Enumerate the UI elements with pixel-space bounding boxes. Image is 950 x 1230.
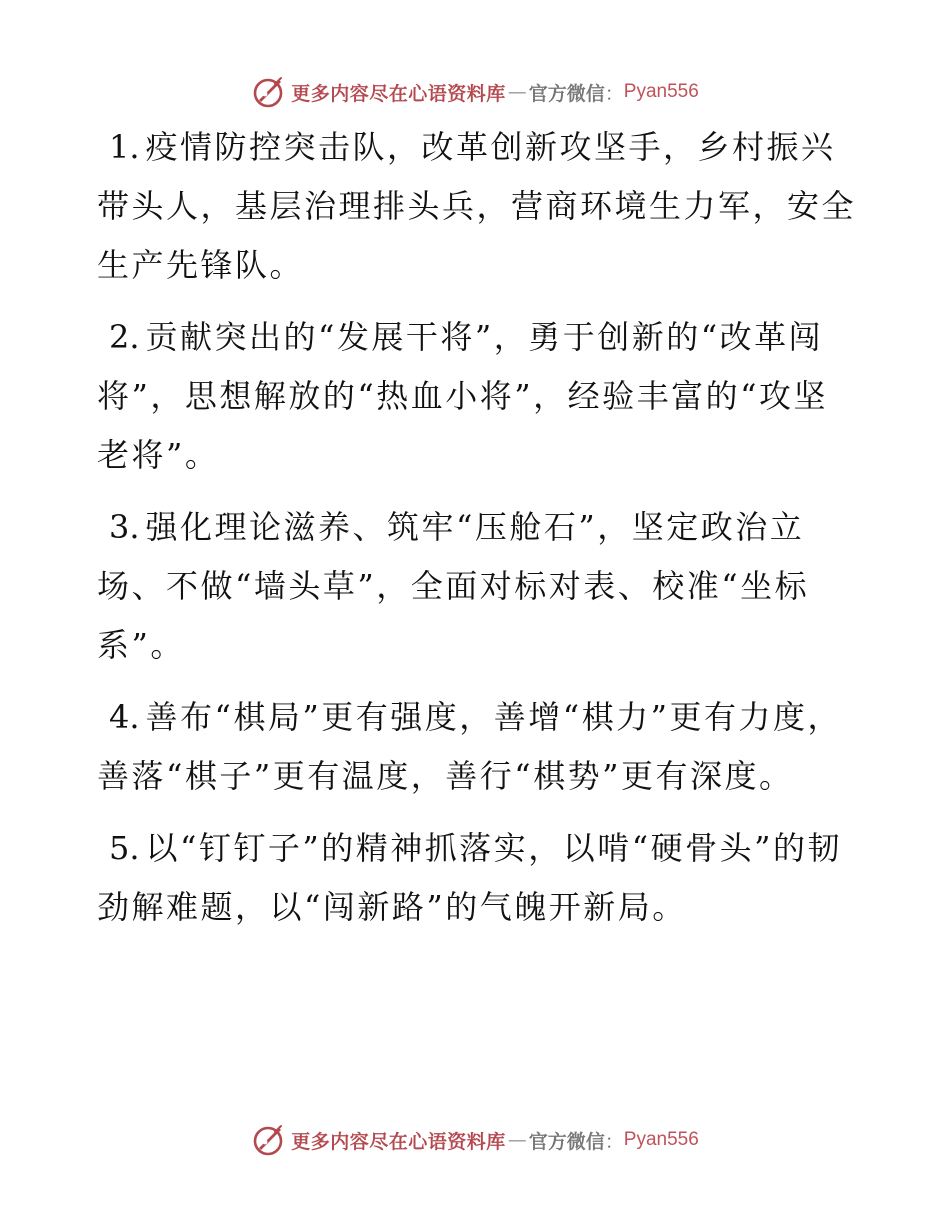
- list-item: [97, 819, 857, 937]
- item-number: 5.: [109, 829, 140, 867]
- item-number: 2.: [109, 318, 140, 356]
- header-banner: [0, 72, 950, 112]
- banner-separator: —: [507, 81, 527, 103]
- item-text: 善布“棋局”更有强度，善增“棋力”更有力度，善落“棋子”更有温度，善行“棋势”更有深度。: [97, 698, 842, 795]
- pen-logo-icon: [251, 1122, 287, 1158]
- item-number: 3.: [109, 508, 140, 546]
- banner-separator: —: [507, 1129, 527, 1151]
- banner-wechat-label: 官方微信: [528, 82, 605, 105]
- item-text: 疫情防控突击队，改革创新攻坚手，乡村振兴带头人，基层治理排头兵，营商环境生力军，安全生产先锋队。: [97, 128, 857, 284]
- banner-brand-text: 更多内容尽在心语资料库: [291, 1130, 506, 1153]
- footer-banner: [0, 1120, 950, 1160]
- banner-colon: ：: [604, 1130, 624, 1153]
- document-body: [97, 118, 857, 950]
- item-text: 以“钉钉子”的精神抓落实，以啃“硬骨头”的韧劲解难题，以“闯新路”的气魄开新局。: [97, 829, 842, 926]
- pen-logo-icon: [251, 74, 287, 110]
- banner-brand-text: 更多内容尽在心语资料库: [291, 82, 506, 105]
- banner-wechat-label: 官方微信: [528, 1130, 605, 1153]
- banner-wechat-id: Pyan556: [623, 81, 699, 102]
- banner-wechat-id: Pyan556: [623, 1129, 699, 1150]
- list-item: [97, 308, 857, 485]
- item-text: 强化理论滋养、筑牢“压舱石”，坚定政治立场、不做“墙头草”，全面对标对表、校准“坐标系”。: [97, 508, 810, 664]
- list-item: [97, 498, 857, 675]
- item-text: 贡献突出的“发展干将”，勇于创新的“改革闯将”，思想解放的“热血小将”，经验丰富的“攻坚老将”。: [97, 318, 828, 474]
- banner-colon: ：: [604, 82, 624, 105]
- list-item: [97, 688, 857, 806]
- item-number: 4.: [109, 698, 140, 736]
- item-number: 1.: [109, 128, 140, 166]
- list-item: [97, 118, 857, 295]
